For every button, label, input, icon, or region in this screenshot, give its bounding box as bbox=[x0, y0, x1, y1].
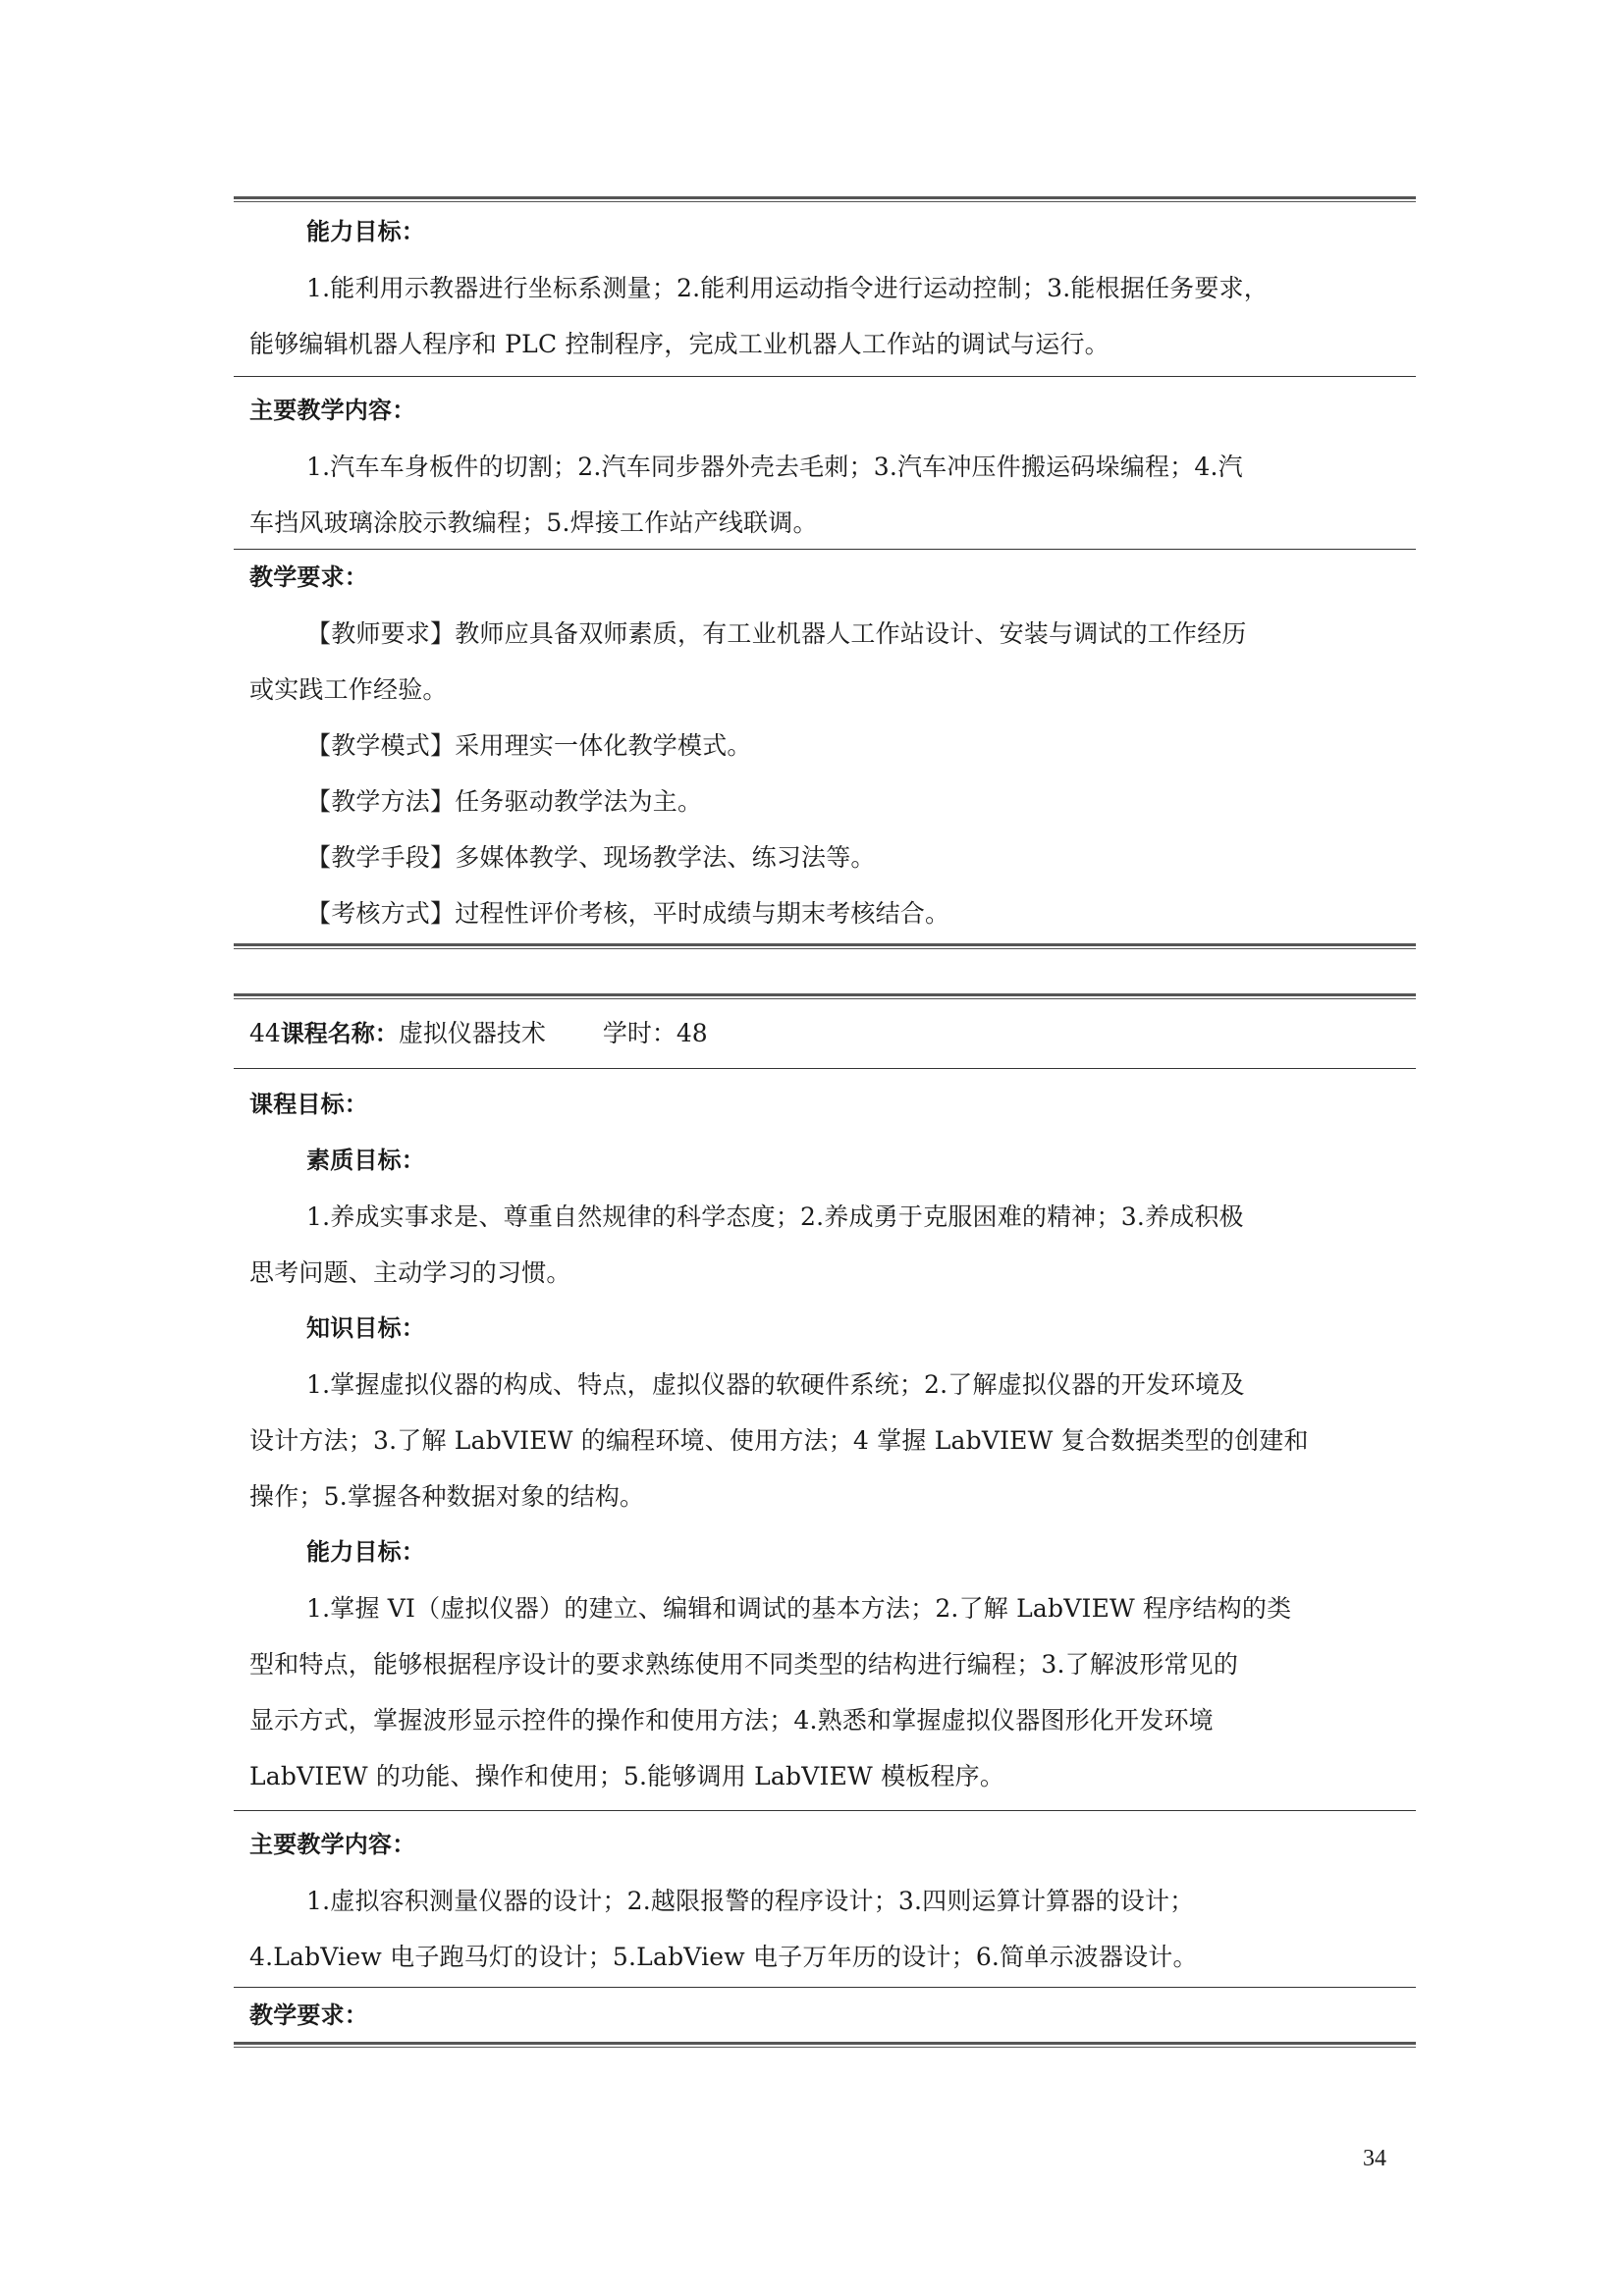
paragraph-line: 【教学方法】任务驱动教学法为主。 bbox=[306, 787, 703, 816]
teaching-requirements-cell bbox=[234, 1988, 1416, 2044]
paragraph-line: 或实践工作经验。 bbox=[249, 675, 448, 704]
course-name: 虚拟仪器技术 bbox=[398, 1019, 546, 1047]
course-number: 44 bbox=[249, 1019, 281, 1047]
course-name-label: 课程名称： bbox=[280, 1020, 399, 1047]
paragraph-line: 4.LabView 电子跑马灯的设计；5.LabView 电子万年历的设计；6.简单示波器设计。 bbox=[249, 1943, 1198, 1971]
paragraph-line: 1.虚拟容积测量仪器的设计；2.越限报警的程序设计；3.四则运算计算器的设计； bbox=[306, 1887, 1195, 1915]
paragraph-line: 能够编辑机器人程序和 PLC 控制程序，完成工业机器人工作站的调试与运行。 bbox=[249, 330, 1110, 358]
paragraph-line: 【教师要求】教师应具备双师素质，有工业机器人工作站设计、安装与调试的工作经历 bbox=[306, 619, 1247, 648]
paragraph-line: LabVIEW 的功能、操作和使用；5.能够调用 LabVIEW 模板程序。 bbox=[249, 1762, 1005, 1790]
paragraph-line: 操作；5.掌握各种数据对象的结构。 bbox=[249, 1482, 645, 1511]
paragraph-line: 【教学手段】多媒体教学、现场教学法、练习法等。 bbox=[306, 843, 876, 872]
ability-goals-cell bbox=[234, 202, 1416, 372]
teaching-content-label: 主要教学内容： bbox=[249, 1831, 416, 1858]
course-goals-cell bbox=[234, 1069, 1416, 1804]
paragraph-line: 1.汽车车身板件的切割；2.汽车同步器外壳去毛刺；3.汽车冲压件搬运码垛编程；4.汽 bbox=[306, 453, 1243, 481]
course-header bbox=[249, 999, 1400, 1068]
hours-label: 学时： bbox=[602, 1019, 677, 1047]
table-bottom-double-rule bbox=[234, 943, 1416, 949]
paragraph-line: 型和特点，能够根据程序设计的要求熟练使用不同类型的结构进行编程；3.了解波形常见的 bbox=[249, 1650, 1239, 1679]
ability-goals-label: 能力目标： bbox=[306, 1538, 425, 1566]
paragraph-line: 1.养成实事求是、尊重自然规律的科学态度；2.养成勇于克服困难的精神；3.养成积极 bbox=[306, 1202, 1244, 1231]
paragraph-line: 【考核方式】过程性评价考核，平时成绩与期末考核结合。 bbox=[306, 899, 950, 928]
paragraph-line: 思考问题、主动学习的习惯。 bbox=[249, 1258, 571, 1287]
table-bottom-double-rule bbox=[234, 2042, 1416, 2048]
quality-goals-label: 素质目标： bbox=[306, 1147, 425, 1174]
teaching-content-cell bbox=[234, 1811, 1416, 1985]
course-table-continued bbox=[234, 196, 1416, 949]
paragraph-line: 1.掌握虚拟仪器的构成、特点，虚拟仪器的软硬件系统；2.了解虚拟仪器的开发环境及 bbox=[306, 1370, 1245, 1399]
paragraph-line: 显示方式，掌握波形显示控件的操作和使用方法；4.熟悉和掌握虚拟仪器图形化开发环境 bbox=[249, 1706, 1214, 1735]
paragraph-line: 1.掌握 VI（虚拟仪器）的建立、编辑和调试的基本方法；2.了解 LabVIEW 程序结构的类 bbox=[306, 1594, 1292, 1623]
paragraph-line: 1.能利用示教器进行坐标系测量；2.能利用运动指令进行运动控制；3.能根据任务要求， bbox=[306, 274, 1269, 302]
ability-goals-label: 能力目标： bbox=[306, 218, 425, 245]
course-table-44 bbox=[234, 993, 1416, 2048]
teaching-content-cell bbox=[234, 377, 1416, 551]
teaching-requirements-label: 教学要求： bbox=[249, 2002, 368, 2029]
knowledge-goals-label: 知识目标： bbox=[306, 1314, 425, 1342]
page-number: 34 bbox=[1363, 2146, 1386, 2171]
course-goals-label: 课程目标： bbox=[249, 1091, 368, 1118]
course-header-cell bbox=[234, 999, 1416, 1068]
teaching-content-label: 主要教学内容： bbox=[249, 397, 416, 424]
paragraph-line: 【教学模式】采用理实一体化教学模式。 bbox=[306, 731, 752, 760]
paragraph-line: 车挡风玻璃涂胶示教编程；5.焊接工作站产线联调。 bbox=[249, 508, 818, 537]
hours-value: 48 bbox=[676, 1019, 708, 1047]
teaching-requirements-cell bbox=[234, 550, 1416, 941]
paragraph-line: 设计方法；3.了解 LabVIEW 的编程环境、使用方法；4 掌握 LabVIEW 复合数据类型的创建和 bbox=[249, 1426, 1309, 1455]
teaching-requirements-label: 教学要求： bbox=[249, 563, 368, 591]
